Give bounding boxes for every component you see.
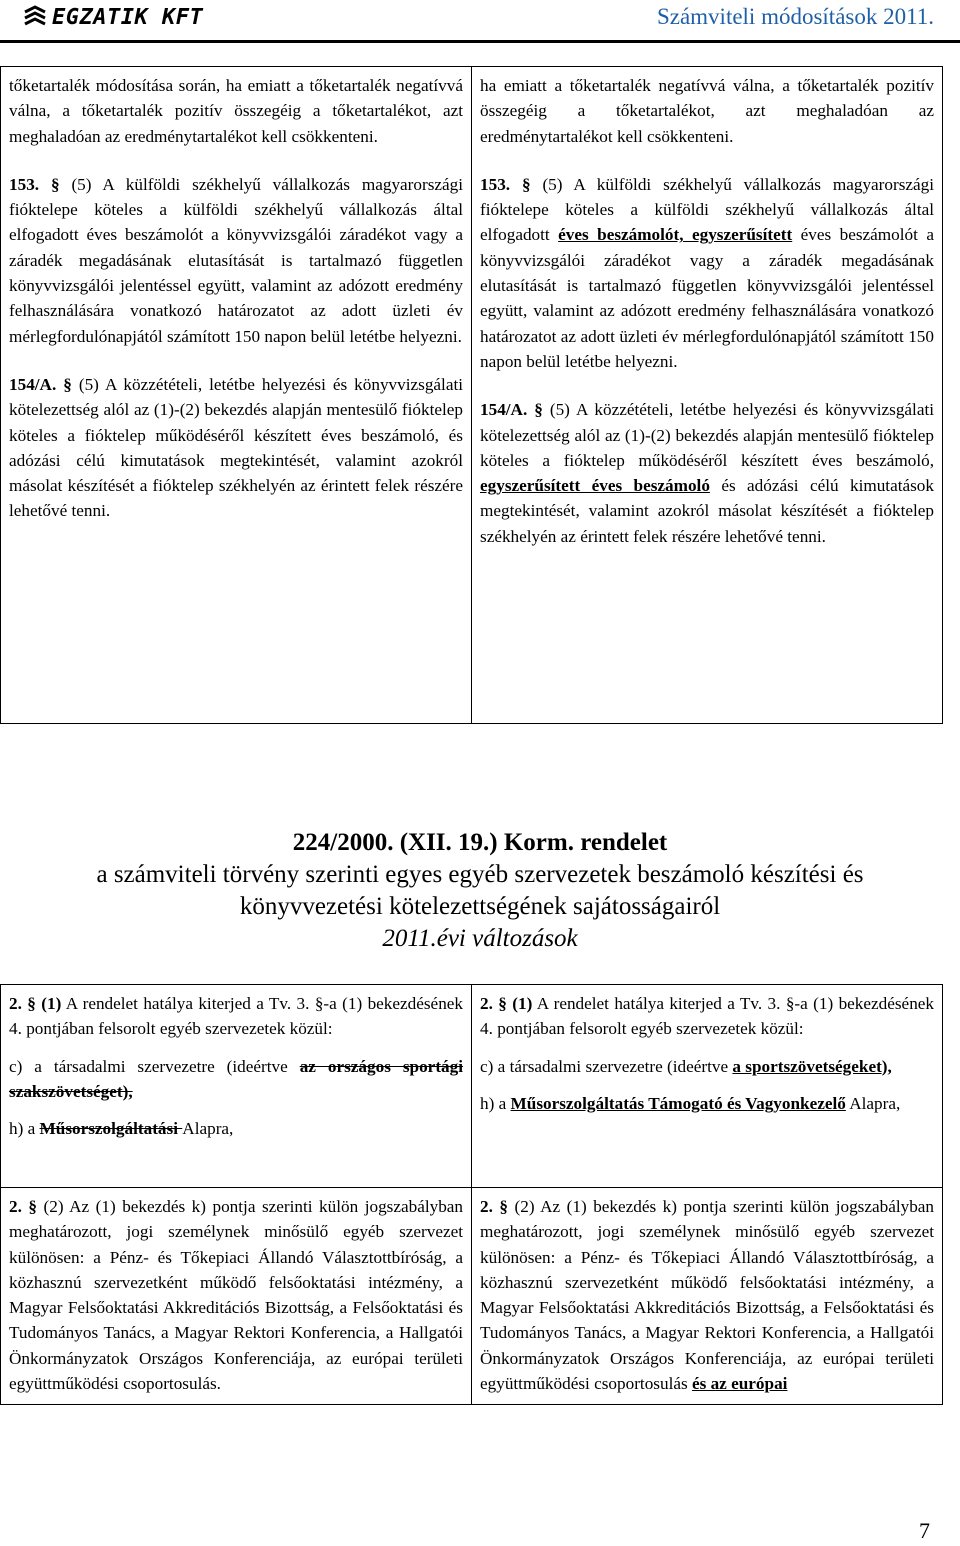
list-item-c [9, 1054, 463, 1105]
egzatik-logo-icon [22, 5, 48, 29]
new-text-column [472, 67, 943, 724]
list-item-h [9, 1116, 463, 1141]
paragraph-2-1 [480, 991, 934, 1042]
inserted-text: a sportszövetségeket), [732, 1056, 892, 1076]
section-number: 2. § [9, 994, 36, 1013]
paragraph-153 [480, 172, 934, 374]
comparison-table-egyeb-szervezetek [0, 984, 943, 1405]
new-text-column [472, 1188, 943, 1405]
item-text: Alapra, [845, 1093, 901, 1113]
paragraph-number: (1) [41, 994, 62, 1013]
comparison-table-szamviteli [0, 66, 943, 724]
old-text-column [1, 67, 472, 724]
paragraph-text: (5) A külföldi székhelyű vállalkozás magyarországi fióktelepe köteles a külföldi székhelyű vállalkozás által elfogadott [480, 174, 935, 245]
table-row [1, 1188, 943, 1405]
paragraph-154a [480, 397, 934, 549]
inserted-text: éves beszámolót, egyszerűsített [558, 225, 793, 245]
item-text: Alapra, [182, 1119, 234, 1139]
paragraph-2-1 [9, 991, 463, 1042]
inserted-text: és az európai [691, 1374, 788, 1394]
section-number: 154/A. § [9, 374, 72, 394]
page-header [0, 0, 960, 42]
paragraph-text: (5) A külföldi székhelyű vállalkozás magyarországi fióktelepe köteles a külföldi székhelyű vállalkozás által elfogadott éves beszámolót a könyvvizsgálói záradékot vagy a záradék megadásának elutasítását is tartalmazó független könyvvizsgálói jelentéssel együtt, valamint az adózott eredmény felhasználására vonatkozó határozatot az adott üzleti év mérlegfordulónapjától számított 150 napon belül letétbe helyezni. [9, 174, 464, 346]
section-number: 2. § [9, 1197, 37, 1216]
running-title: Számviteli módosítások 2011. [656, 4, 934, 29]
paragraph-153 [9, 172, 463, 349]
item-text: h) a [480, 1093, 511, 1113]
paragraph-text: és adózási célú kimutatások megtekintését, valamint azokról másolat készítését a fióktelep székhelyén az érintett felek részére lehetővé tenni. [480, 476, 934, 546]
new-text-column [472, 985, 943, 1188]
section-number: 2. § [480, 994, 507, 1013]
paragraph-text: A rendelet hatálya kiterjed a Tv. 3. §-a (1) bekezdésének 4. pontjában felsorolt egyéb szervezetek közül: [480, 994, 935, 1039]
company-logo [22, 4, 203, 30]
old-text-column [1, 1188, 472, 1405]
regulation-subtitle-line-2: könyvvezetési kötelezettségének sajátosságairól [239, 893, 721, 920]
paragraph-continuation: ha emiatt a tőketartalék negatívvá válna, a tőketartalék pozitív összegéig a tőketartalékot, azt meghaladóan az eredménytartalékot kell csökkenteni. [480, 76, 934, 146]
table-row [1, 985, 943, 1188]
regulation-number: 224/2000. (XII. 19.) Korm. rendelet [292, 829, 668, 856]
paragraph-continuation: tőketartalék módosítása során, ha emiatt a tőketartalék negatívvá válna, a tőketartalék pozitív összegéig a tőketartalékot, azt meghaladóan az eredménytartalékot kell csökkenteni. [9, 76, 463, 146]
deleted-text: Műsorszolgáltatási [39, 1119, 183, 1139]
page-number: 7 [919, 1518, 930, 1543]
paragraph-number: (1) [512, 994, 533, 1013]
inserted-text: Műsorszolgáltatás Támogató és Vagyonkezelő [510, 1093, 846, 1113]
paragraph-text: (5) A közzétételi, letétbe helyezési és könyvvizsgálati kötelezettség alól az (1)-(2) bekezdés alapján mentesülő fióktelep köteles a fióktelep működéséről készített éves beszámoló, és adózási célú kimutatások megtekintését, valamint azokról másolat készítését a fióktelep székhelyén az érintett felek részére lehetővé tenni. [9, 374, 464, 521]
logo-text: EGZATIK KFT [52, 4, 204, 30]
regulation-title [0, 827, 960, 955]
paragraph-2-2 [480, 1194, 934, 1396]
inserted-text: egyszerűsített éves beszámoló [480, 476, 710, 496]
paragraph-154a [9, 372, 463, 524]
section-number: 154/A. § [480, 400, 543, 420]
paragraph-text: éves beszámolót a könyvvizsgálói záradékot vagy a záradék megadásának elutasítását is tartalmazó független könyvvizsgálói jelentéssel együtt, valamint az adózott eredmény felhasználására vonatkozó határozatot az adott üzleti év mérlegfordulónapjától számított 150 napon belül letétbe helyezni. [480, 225, 934, 371]
regulation-subtitle-line-1: a számviteli törvény szerinti egyes egyéb szervezetek beszámoló készítési és [96, 861, 864, 888]
list-item-h [480, 1091, 934, 1116]
deleted-text: az országos sportági szakszövetséget), [9, 1056, 464, 1101]
item-text: c) a társadalmi szervezetre (ideértve [9, 1056, 300, 1076]
item-text: c) a társadalmi szervezetre (ideértve [480, 1056, 733, 1076]
header-divider [0, 40, 960, 43]
paragraph-text: (2) Az (1) bekezdés k) pontja szerinti külön jogszabályban meghatározott, jogi személynek minősülő egyéb szervezet különösen: a Pénz- és Tőkepiaci Állandó Választottbíróság, a közhasznú szervezetként működő felsőoktatási intézmény, a Magyar Felsőoktatási Akkreditációs Bizottság, a Felsőoktatási és Tudományos Tanács, a Magyar Rektori Konferencia, a Hallgatói Önkormányzatok Országos Konferenciája, az európai területi együttműködési csoportosulás. [9, 1197, 464, 1394]
paragraph-text: (5) A közzétételi, letétbe helyezési és könyvvizsgálati kötelezettség alól az (1)-(2) bekezdés alapján mentesülő fióktelep köteles a fióktelep működéséről készített éves beszámoló, [480, 400, 935, 470]
section-number: 153. § [9, 174, 60, 194]
section-number: 2. § [480, 1197, 508, 1216]
regulation-changes-year: 2011.évi változások [382, 925, 578, 952]
paragraph-2-2 [9, 1194, 463, 1396]
paragraph-text: (2) Az (1) bekezdés k) pontja szerinti külön jogszabályban meghatározott, jogi személynek minősülő egyéb szervezet különösen: a Pénz- és Tőkepiaci Állandó Választottbíróság, a közhasznú szervezetként működő felsőoktatási intézmény, a Magyar Felsőoktatási Akkreditációs Bizottság, a Felsőoktatási és Tudományos Tanács, a Magyar Rektori Konferencia, a Hallgatói Önkormányzatok Országos Konferenciája, az európai területi együttműködési csoportosulás [480, 1197, 935, 1394]
list-item-c [480, 1054, 934, 1079]
item-text: h) a [9, 1119, 40, 1139]
paragraph-text: A rendelet hatálya kiterjed a Tv. 3. §-a (1) bekezdésének 4. pontjában felsorolt egyéb szervezetek közül: [9, 994, 464, 1039]
section-number: 153. § [480, 174, 531, 194]
table-row [1, 67, 943, 724]
old-text-column [1, 985, 472, 1188]
